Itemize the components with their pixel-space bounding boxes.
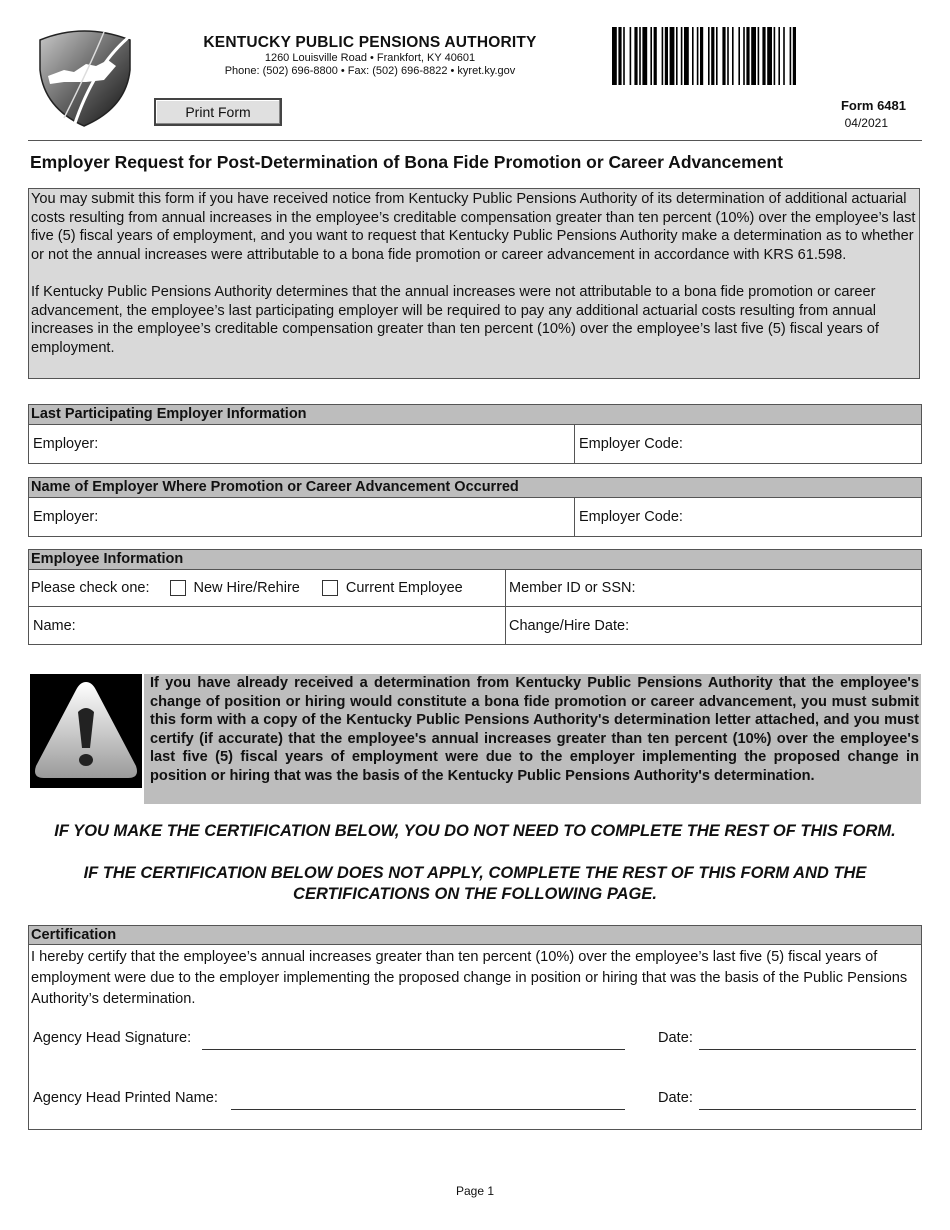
change-hire-date-field[interactable]: [505, 607, 921, 644]
printed-name-line[interactable]: [231, 1109, 625, 1110]
barcode: [612, 27, 922, 85]
last-employer-heading: Last Participating Employer Information: [29, 405, 921, 425]
printed-name-date-label: Date:: [658, 1090, 693, 1106]
intro-box: [28, 188, 920, 379]
member-id-field[interactable]: [505, 570, 921, 606]
last-employer-code-label: Employer Code:: [579, 436, 683, 452]
name-field[interactable]: [29, 607, 505, 644]
new-hire-label: New Hire/Rehire: [193, 580, 300, 596]
form-number: Form 6481: [840, 98, 906, 113]
certification-note-1: IF YOU MAKE THE CERTIFICATION BELOW, YOU DO NOT NEED TO COMPLETE THE REST OF THIS FORM.: [54, 822, 896, 840]
print-form-button[interactable]: Print Form: [154, 98, 282, 126]
change-hire-date-label: Change/Hire Date:: [509, 617, 630, 634]
page-number: Page 1: [455, 1184, 495, 1198]
last-employer-field[interactable]: [29, 425, 574, 463]
employee-section: [28, 549, 922, 645]
certification-heading: Certification: [29, 926, 921, 945]
employee-heading: Employee Information: [29, 550, 921, 570]
organization-block: [160, 34, 580, 78]
promotion-employer-section: [28, 477, 922, 537]
certification-note-2: IF THE CERTIFICATION BELOW DOES NOT APPLY, COMPLETE THE REST OF THIS FORM AND THE CERTIFICATIONS ON THE FOLLOWING PAGE.: [83, 864, 867, 903]
intro-paragraph-2: If Kentucky Public Pensions Authority determines that the annual increases were not attributable to a bona fide promotion or career advancement, the employee’s last participating employer will be required to pay any additional actuarial costs resulting from annual increases in the employee’s creditable compensation greater than ten percent (10%) over the employee’s last five (5) fiscal years of employment.: [31, 283, 879, 356]
member-id-label: Member ID or SSN:: [509, 580, 636, 596]
last-employer-code-field[interactable]: [574, 425, 921, 463]
promotion-employer-code-label: Employer Code:: [579, 509, 683, 525]
current-employee-checkbox[interactable]: [322, 580, 338, 596]
check-one-label: Please check one:: [31, 580, 150, 596]
last-employer-section: [28, 404, 922, 464]
signature-date-label: Date:: [658, 1030, 693, 1046]
promotion-employer-field[interactable]: [29, 498, 574, 536]
printed-name-label: Agency Head Printed Name:: [33, 1090, 218, 1106]
header-divider: [28, 140, 922, 141]
warning-icon: [30, 674, 142, 788]
page-title: Employer Request for Post-Determination of Bona Fide Promotion or Career Advancement: [30, 152, 783, 172]
kppa-logo: [34, 26, 136, 128]
current-employee-label: Current Employee: [345, 580, 463, 596]
promotion-employer-label: Employer:: [33, 509, 99, 525]
org-contact: Phone: (502) 696-8800 • Fax: (502) 696-8822 • kyret.ky.gov: [224, 65, 516, 77]
signature-label: Agency Head Signature:: [33, 1030, 192, 1046]
promotion-employer-heading: Name of Employer Where Promotion or Career Advancement Occurred: [29, 478, 921, 498]
employee-status-cell: [29, 570, 505, 606]
signature-date-line[interactable]: [699, 1049, 916, 1050]
printed-name-date-line[interactable]: [699, 1109, 916, 1110]
warning-text: If you have already received a determination from Kentucky Public Pensions Authority that the employee's change of position or hiring would constitute a bona fide promotion or career advancement, you must submit this form with a copy of the Kentucky Public Pensions Authority's determination letter attached, and you must certify (if accurate) that the employee's annual increases greater than ten percent (10%) over the employee's last five (5) fiscal years of employment were due to the employer implementing the proposed change in position or hiring that was the basis of the Kentucky Public Pensions Authority's determination.: [144, 674, 921, 804]
form-date: 04/2021: [844, 116, 888, 130]
certification-text: I hereby certify that the employee’s annual increases greater than ten percent (10%) over the employee’s last five (5) fiscal years of employment were due to the employer implementing the proposed change in position or hiring that was the basis of the Public Pensions Authority’s determination.: [31, 949, 908, 1007]
promotion-employer-code-field[interactable]: [574, 498, 921, 536]
last-employer-label: Employer:: [33, 436, 99, 452]
intro-paragraph-1: You may submit this form if you have received notice from Kentucky Public Pensions Authority of its determination of additional actuarial costs resulting from annual increases in the employee’s creditable compensation greater than ten percent (10%) over the employee’s last five (5) fiscal years of employment, and you want to request that Kentucky Public Pensions Authority make a determination as to whether or not the annual increases were attributable to a bona fide promotion or career advancement in accordance with KRS 61.598.: [31, 191, 916, 264]
org-name: KENTUCKY PUBLIC PENSIONS AUTHORITY: [203, 34, 537, 51]
org-address: 1260 Louisville Road • Frankfort, KY 40601: [264, 52, 476, 64]
name-label: Name:: [33, 617, 76, 634]
signature-line[interactable]: [202, 1049, 625, 1050]
new-hire-checkbox[interactable]: [170, 580, 186, 596]
